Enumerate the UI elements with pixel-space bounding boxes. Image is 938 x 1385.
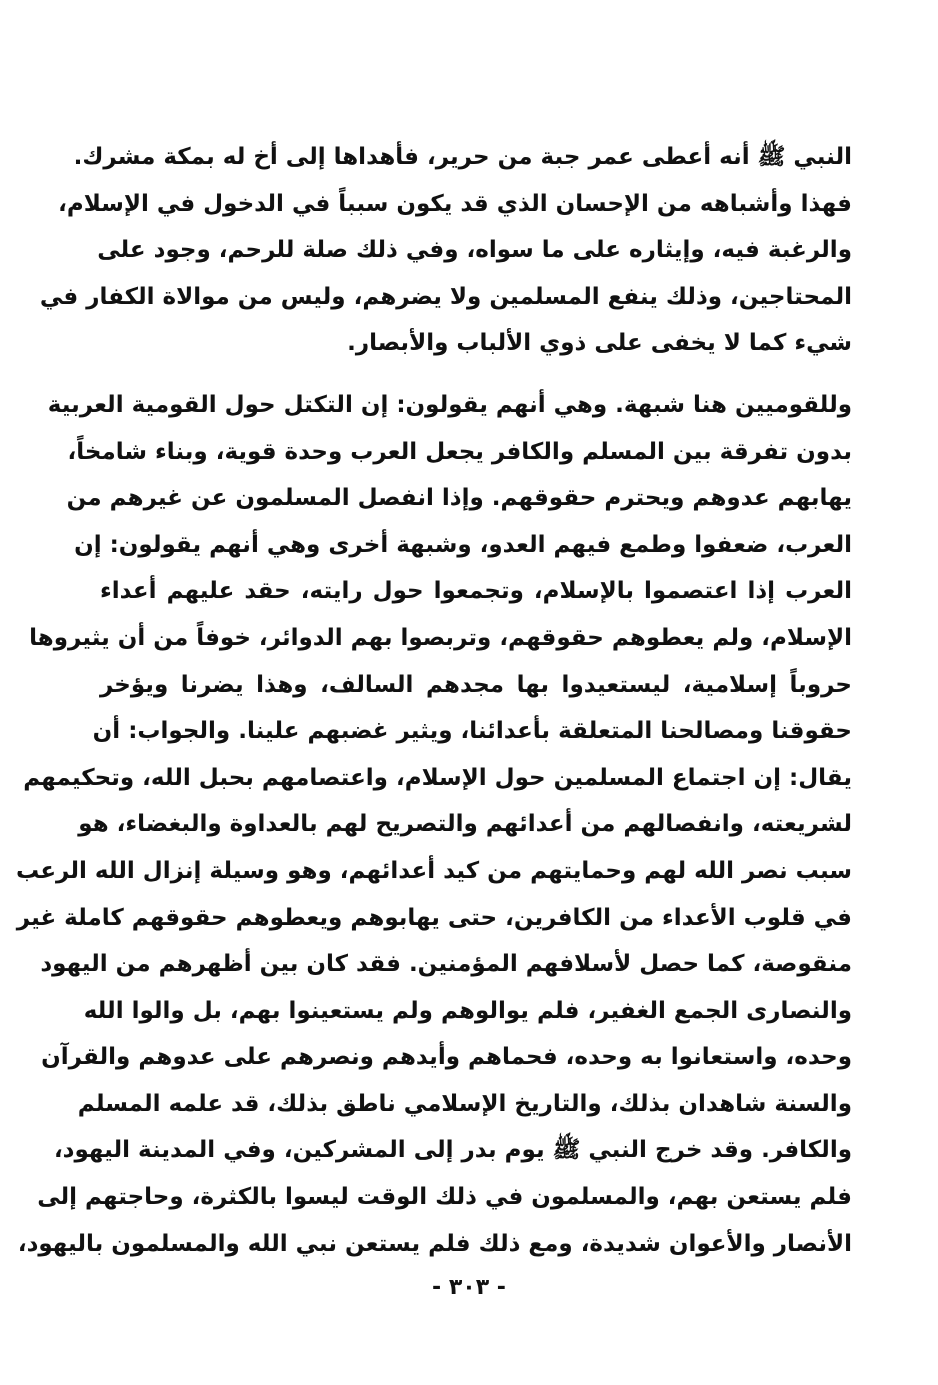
text-line: فهذا وأشباهه من الإحسان الذي قد يكون سبباً في الدخول في الإسلام، (58, 190, 852, 217)
text-line: حروباً إسلامية، ليستعيدوا بها مجدهم السالف، وهذا يضرنا ويؤخر (100, 671, 852, 698)
text-line: والسنة شاهدان بذلك، والتاريخ الإسلامي ناطق بذلك، قد علمه المسلم (77, 1090, 852, 1117)
text-line: في قلوب الأعداء من الكافرين، حتى يهابوهم ويعطوهم حقوقهم كاملة غير (16, 904, 852, 931)
text-line: العرب، ضعفوا وطمع فيهم العدو، وشبهة أخرى وهي أنهم يقولون: إن (74, 531, 852, 558)
text-line: العرب إذا اعتصموا بالإسلام، وتجمعوا حول رايته، حقد عليهم أعداء (100, 578, 852, 605)
text-line: لشريعته، وانفصالهم من أعدائهم والتصريح لهم بالعداوة والبغضاء، هو (78, 811, 852, 838)
text-line: بدون تفرقة بين المسلم والكافر يجعل العرب وحدة قوية، وبناء شامخاً، (67, 438, 852, 465)
text-line: والرغبة فيه، وإيثاره على ما سواه، وفي ذلك صلة للرحم، وجود على (97, 237, 852, 264)
answer-label: والجواب: (128, 718, 231, 745)
body-text (16, 134, 852, 1267)
text-line: والنصارى الجمع الغفير، فلم يوالوهم ولم يستعينوا بهم، بل والوا الله (83, 997, 852, 1024)
text-line: سبب نصر الله لهم وحمايتهم من كيد أعدائهم، وهو وسيلة إنزال الله الرعب (16, 857, 852, 884)
text-line: وحده، واستعانوا به وحده، فحماهم وأيدهم ونصرهم على عدوهم والقرآن (41, 1044, 852, 1071)
text-line: الأنصار والأعوان شديدة، ومع ذلك فلم يستعن نبي الله والمسلمون باليهود، (17, 1230, 852, 1257)
paragraph-gap (100, 367, 852, 382)
text-line: وللقوميين هنا شبهة. وهي أنهم يقولون: إن التكتل حول القومية العربية (47, 391, 852, 418)
text-line: الإسلام، ولم يعطوهم حقوقهم، وتربصوا بهم الدوائر، خوفاً من أن يثيروها (29, 624, 852, 651)
text-line: فلم يستعن بهم، والمسلمون في ذلك الوقت ليسوا بالكثرة، وحاجتهم إلى (37, 1184, 852, 1211)
text-line: المحتاجين، وذلك ينفع المسلمين ولا يضرهم، وليس من موالاة الكفار في (39, 283, 852, 310)
answer-line-end: أن (92, 718, 121, 745)
answer-line (92, 708, 852, 755)
text-line: النبي ﷺ أنه أعطى عمر جبة من حرير، فأهداها إلى أخ له بمكة مشرك. (73, 144, 852, 170)
text-line: يهابهم عدوهم ويحترم حقوقهم. وإذا انفصل المسلمون عن غيرهم من (66, 485, 852, 512)
page-number: - ٣٠٣ - (432, 1275, 506, 1300)
text-line: يقال: إن اجتماع المسلمين حول الإسلام، واعتصامهم بحبل الله، وتحكيمهم (23, 764, 852, 791)
answer-line-start: حقوقنا ومصالحنا المتعلقة بأعدائنا، ويثير غضبهم علينا. (238, 718, 852, 745)
text-line: منقوصة، كما حصل لأسلافهم المؤمنين. فقد كان بين أظهرهم من اليهود (40, 951, 852, 978)
text-line: شيء كما لا يخفى على ذوي الألباب والأبصار. (347, 330, 852, 357)
text-line: والكافر. وقد خرج النبي ﷺ يوم بدر إلى المشركين، وفي المدينة اليهود، (53, 1137, 852, 1164)
